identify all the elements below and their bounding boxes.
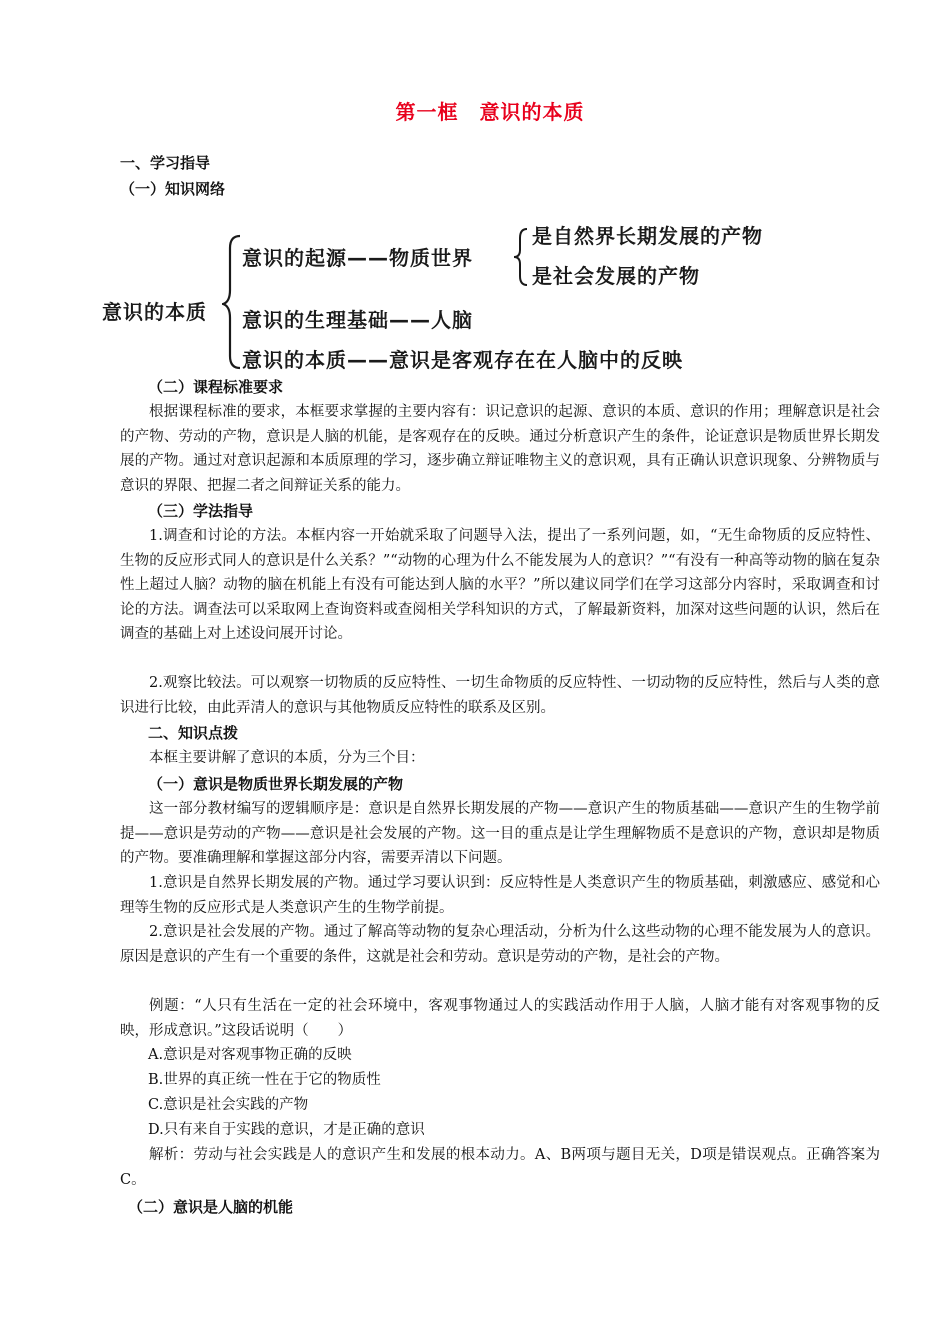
main-brace-icon (222, 232, 242, 372)
standards-paragraph: 根据课程标准的要求，本框要求掌握的主要内容有：识记意识的起源、意识的本质、意识的作用；理解意识是社会的产物、劳动的产物，意识是人脑的机能，是客观存在的反映。通过分析意识产生的条件，论证意识是物质世界长期发展的产物。通过对意识起源和本质原理的学习，逐步确立辩证唯物主义的意识观，具有正确认识意识现象、分辨物质与意识的界限、把握二者之间辩证关系的能力。 (120, 404, 880, 494)
section-1-heading: 一、学习指导 (120, 154, 211, 172)
option-c: C.意识是社会实践的产物 (148, 1097, 309, 1113)
question-1-paragraph: 1.意识是自然界长期发展的产物。通过学习要认识到：反应特性是人类意识产生的物质基础，刺激感应、感觉和心理等生物的反应形式是人类意识产生的生物学前提。 (120, 875, 880, 916)
example-paragraph: 例题：“人只有生活在一定的社会环境中，客观事物通过人的实践活动作用于人脑，人脑才能有对客观事物的反映，形成意识。”这段话说明（ ） (120, 998, 880, 1039)
point-2-heading: （二）意识是人脑的机能 (128, 1198, 294, 1216)
section-2-heading: 二、知识点拨 (148, 724, 239, 742)
knowledge-network-diagram (100, 212, 820, 382)
diagram-origin-nature-node: 是自然界长期发展的产物 (532, 224, 763, 248)
option-a: A.意识是对客观事物正确的反映 (148, 1047, 352, 1063)
diagram-origin-society-node: 是社会发展的产物 (532, 264, 700, 288)
option-b: B.世界的真正统一性在于它的物质性 (148, 1072, 381, 1088)
analysis-paragraph: 解析：劳动与社会实践是人的意识产生和发展的根本动力。A、B两项与题目无关，D项是错误观点。正确答案为C。 (120, 1147, 880, 1188)
subsection-method-heading: （三）学法指导 (148, 502, 254, 520)
method-paragraph-1: 1.调查和讨论的方法。本框内容一开始就采取了问题导入法，提出了一系列问题，如，“无生命物质的反应特性、生物的反应形式同人的意识是什么关系？”“动物的心理为什么不能发展为人的意识？”“有没有一种高等动物的脑在复杂性上超过人脑？动物的脑在机能上有没有可能达到人脑的水平？”所以建议同学们在学习这部分内容时，采取调查和讨论的方法。调查法可以采取网上查询资料或查阅相关学科知识的方式，了解最新资料，加深对这些问题的认识，然后在调查的基础上对上述设问展开讨论。 (120, 528, 880, 642)
page-title: 第一框 意识的本质 (395, 100, 585, 124)
point-1-heading: （一）意识是物质世界长期发展的产物 (148, 775, 404, 793)
subsection-knowledge-network-heading: （一）知识网络 (120, 180, 226, 198)
subsection-standards-heading: （二）课程标准要求 (148, 378, 284, 396)
diagram-origin-node: 意识的起源——物质世界 (242, 246, 473, 270)
option-d: D.只有来自于实践的意识，才是正确的意识 (148, 1122, 425, 1138)
method-paragraph-2: 2.观察比较法。可以观察一切物质的反应特性、一切生命物质的反应特性、一切动物的反应特性，然后与人类的意识进行比较，由此弄清人的意识与其他物质反应特性的联系及区别。 (120, 675, 880, 716)
origin-brace-icon (513, 226, 529, 288)
diagram-basis-node: 意识的生理基础——人脑 (242, 308, 473, 332)
diagram-root-node: 意识的本质 (102, 300, 207, 324)
logic-paragraph: 这一部分教材编写的逻辑顺序是：意识是自然界长期发展的产物——意识产生的物质基础——意识产生的生物学前提——意识是劳动的产物——意识是社会发展的产物。这一目的重点是让学生理解物质不是意识的产物，意识却是物质的产物。要准确理解和掌握这部分内容，需要弄清以下问题。 (120, 801, 880, 866)
diagram-essence-node: 意识的本质——意识是客观存在在人脑中的反映 (242, 348, 683, 372)
intro-paragraph: 本框主要讲解了意识的本质，分为三个目： (149, 750, 425, 766)
question-2-paragraph: 2.意识是社会发展的产物。通过了解高等动物的复杂心理活动，分析为什么这些动物的心理不能发展为人的意识。原因是意识的产生有一个重要的条件，这就是社会和劳动。意识是劳动的产物，是社会的产物。 (120, 924, 880, 965)
